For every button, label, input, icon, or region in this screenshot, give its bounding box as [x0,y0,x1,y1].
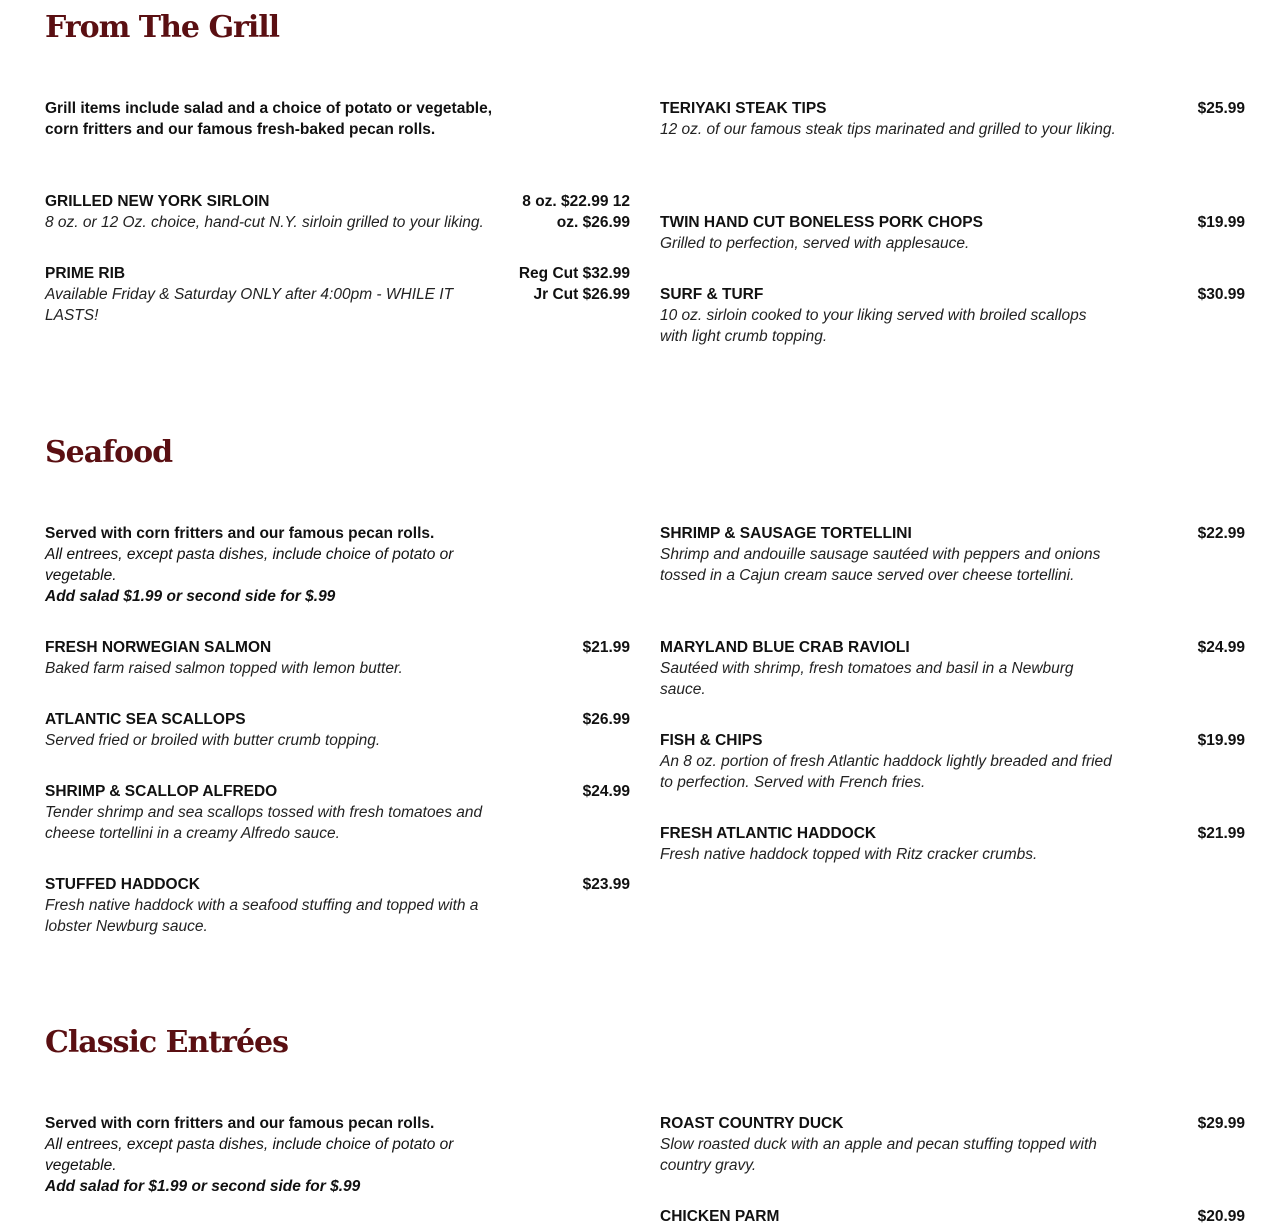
item-description: Slow roasted duck with an apple and pecan stuffing topped with country gravy. [660,1136,1097,1174]
item-price: $26.99 [582,711,630,728]
item-price: $19.99 [1197,732,1245,749]
item-description: Available Friday & Saturday ONLY after 4:00pm - WHILE IT LASTS! [45,286,454,324]
intro-text: Served with corn fritters and our famous pecan rolls. [45,1115,435,1132]
item-name: GRILLED NEW YORK SIRLOIN [45,193,270,210]
item-price: $20.99 [1197,1208,1245,1225]
item-price: $24.99 [1197,639,1245,656]
item-price: $30.99 [1197,286,1245,303]
intro-text: Served with corn fritters and our famous pecan rolls. [45,525,435,542]
item-price: 8 oz. $22.99 12 oz. $26.99 [522,193,630,231]
item-name: TWIN HAND CUT BONELESS PORK CHOPS [660,214,983,231]
item-description: Tender shrimp and sea scallops tossed with fresh tomatoes and cheese tortellini in a creamy Alfredo sauce. [45,804,483,842]
item-description: 8 oz. or 12 Oz. choice, hand-cut N.Y. sirloin grilled to your liking. [45,214,484,231]
section-title: Seafood [45,435,173,470]
section-intro [45,523,630,607]
item-price: $23.99 [582,876,630,893]
item-description: Baked farm raised salmon topped with lemon butter. [45,660,403,677]
item-price: $19.99 [1197,214,1245,231]
item-price: $24.99 [582,783,630,800]
section-intro [45,1113,630,1197]
item-price: $21.99 [582,639,630,656]
item-description: 12 oz. of our famous steak tips marinated and grilled to your liking. [660,121,1116,138]
item-description: Fresh native haddock with a seafood stuffing and topped with a lobster Newburg sauce. [45,897,479,935]
item-price: $22.99 [1197,525,1245,542]
item-price: $29.99 [1197,1115,1245,1132]
item-description: Served fried or broiled with butter crumb topping. [45,732,381,749]
item-name: PRIME RIB [45,265,126,282]
intro-note: All entrees, except pasta dishes, include choice of potato or vegetable. [45,1136,454,1174]
item-name: SHRIMP & SCALLOP ALFREDO [45,783,278,800]
item-description: Shrimp and andouille sausage sautéed with peppers and onions tossed in a Cajun cream sauce served over cheese tortellini. [660,546,1101,584]
intro-text: Grill items include salad and a choice of potato or vegetable, corn fritters and our famous fresh-baked pecan rolls. [45,100,493,138]
item-name: SHRIMP & SAUSAGE TORTELLINI [660,525,912,542]
item-name: MARYLAND BLUE CRAB RAVIOLI [660,639,910,656]
item-name: SURF & TURF [660,286,764,303]
item-price: $21.99 [1197,825,1245,842]
item-description: Grilled to perfection, served with applesauce. [660,235,970,252]
intro-note: All entrees, except pasta dishes, include choice of potato or vegetable. [45,546,454,584]
item-name: FRESH NORWEGIAN SALMON [45,639,272,656]
section-title: Classic Entrées [45,1025,289,1060]
item-description: 10 oz. sirloin cooked to your liking served with broiled scallops with light crumb topping. [660,307,1087,345]
item-name: TERIYAKI STEAK TIPS [660,100,827,117]
item-description: Fresh native haddock topped with Ritz cracker crumbs. [660,846,1038,863]
item-name: CHICKEN PARM [660,1208,780,1225]
section-title: From The Grill [45,10,280,45]
item-price: $25.99 [1197,100,1245,117]
item-name: FRESH ATLANTIC HADDOCK [660,825,877,842]
item-name: FISH & CHIPS [660,732,763,749]
item-description: Sautéed with shrimp, fresh tomatoes and basil in a Newburg sauce. [660,660,1074,698]
item-name: ROAST COUNTRY DUCK [660,1115,844,1132]
item-name: ATLANTIC SEA SCALLOPS [45,711,246,728]
intro-addon: Add salad $1.99 or second side for $.99 [45,588,336,605]
section-intro [45,98,630,140]
item-description: An 8 oz. portion of fresh Atlantic haddock lightly breaded and fried to perfection. Served with French fries. [660,753,1112,791]
intro-addon: Add salad for $1.99 or second side for $.99 [45,1178,361,1195]
item-price: Reg Cut $32.99 Jr Cut $26.99 [518,265,630,303]
item-name: STUFFED HADDOCK [45,876,200,893]
